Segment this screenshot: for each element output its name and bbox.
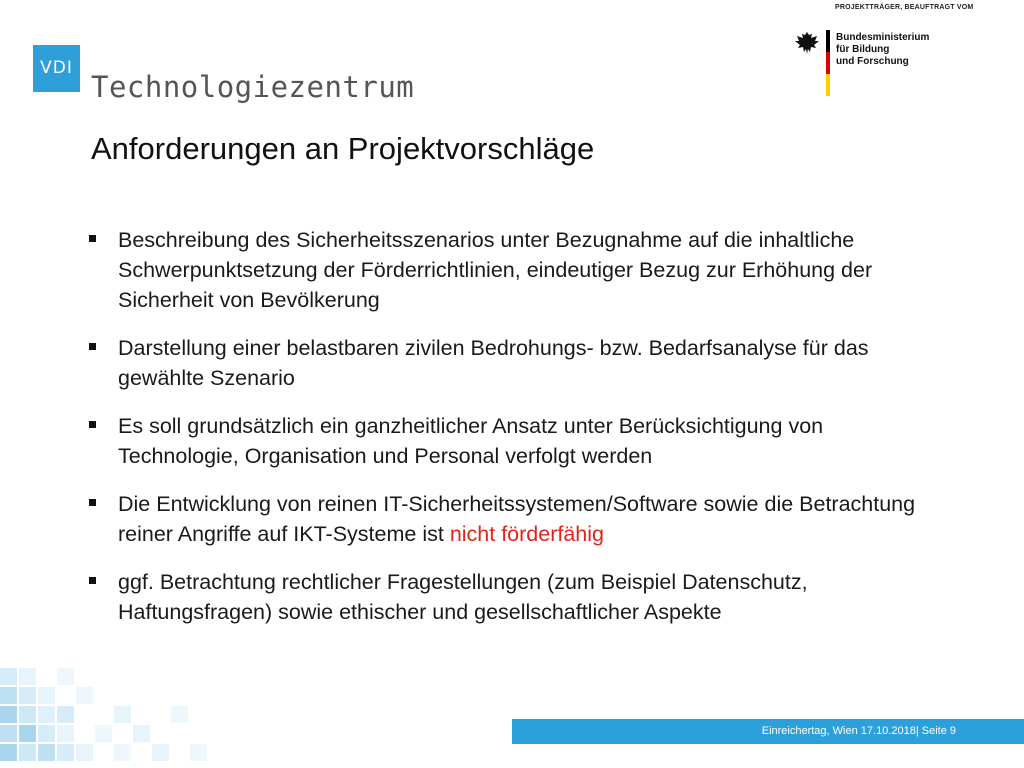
decorative-tile [38,725,55,742]
decorative-tile [133,725,150,742]
decorative-tile [114,744,131,761]
bullet-highlight: nicht förderfähig [449,522,604,546]
sponsor-label: PROJEKTTRÄGER, BEAUFTRAGT VOM [835,4,974,11]
square-bullet-icon [89,499,96,506]
ministry-name [836,32,929,68]
decorative-tile [0,744,17,761]
decorative-tile [57,668,74,685]
decorative-tile [38,687,55,704]
bullet-item [86,333,946,393]
decorative-tile [19,706,36,723]
bullet-list [86,225,946,645]
decorative-tile [0,725,17,742]
decorative-tile [38,706,55,723]
bullet-item [86,225,946,315]
decorative-tile [38,744,55,761]
ministry-line: und Forschung [836,56,909,67]
square-bullet-icon [89,235,96,242]
decorative-tile [95,725,112,742]
bullet-text: Darstellung einer belastbaren zivilen Bedrohungs- bzw. Bedarfsanalyse für das gewählte Szenario [118,336,869,390]
decorative-tile [0,668,17,685]
decorative-tile [171,706,188,723]
decorative-tile [190,744,207,761]
decorative-tile [76,744,93,761]
bullet-text: ggf. Betrachtung rechtlicher Fragestellungen (zum Beispiel Datenschutz, Haftungsfragen) sowie ethischer und gesellschaftlicher Aspekte [118,570,808,624]
bullet-text: Die Entwicklung von reinen IT-Sicherheitssystemen/Software sowie die Betrachtung reiner Angriffe auf IKT-Systeme ist [118,492,916,546]
decorative-tile [114,706,131,723]
decorative-tile-pattern [0,668,220,768]
decorative-tile [57,725,74,742]
decorative-tile [76,687,93,704]
bullet-text: Es soll grundsätzlich ein ganzheitlicher Ansatz unter Berücksichtigung von Technologie, Organisation und Personal verfolgt werden [118,414,824,468]
decorative-tile [0,706,17,723]
bullet-item [86,567,946,627]
decorative-tile [19,687,36,704]
bullet-item [86,411,946,471]
footer-text: Einreichertag, Wien 17.10.2018| Seite 9 [761,725,956,737]
decorative-tile [19,725,36,742]
square-bullet-icon [89,421,96,428]
decorative-tile [19,668,36,685]
decorative-tile [0,687,17,704]
federal-eagle-icon [794,30,820,56]
bullet-text: Beschreibung des Sicherheitsszenarios unter Bezugnahme auf die inhaltliche Schwerpunktsetzung der Förderrichtlinien, eindeutiger Bezug zur Erhöhung der Sicherheit von Bevölkerung [118,228,873,312]
ministry-line: Bundesministerium [836,32,930,43]
decorative-tile [152,744,169,761]
vdi-logo-subtitle: Technologiezentrum [91,70,415,104]
square-bullet-icon [89,577,96,584]
decorative-tile [57,744,74,761]
decorative-tile [57,706,74,723]
ministry-line: für Bildung [836,44,890,55]
slide-title: Anforderungen an Projektvorschläge [91,131,595,166]
vdi-logo: VDI [33,45,80,92]
decorative-tile [19,744,36,761]
footer-bar [512,719,1024,744]
square-bullet-icon [89,343,96,350]
bullet-item [86,489,946,549]
german-flag-stripe [826,30,830,96]
